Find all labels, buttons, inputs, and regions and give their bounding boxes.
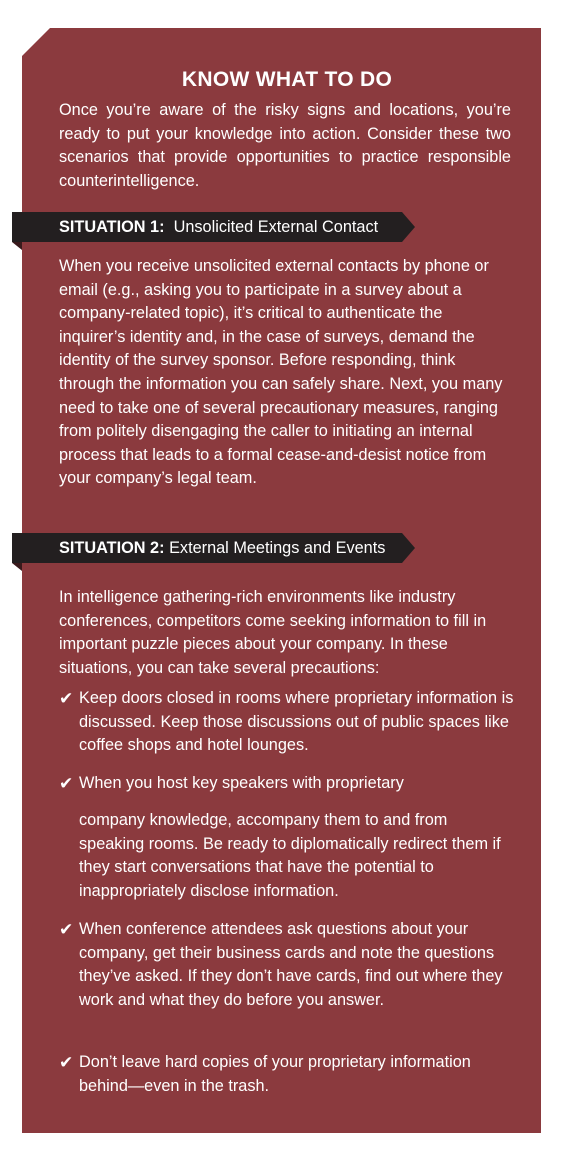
panel-title: KNOW WHAT TO DO (181, 68, 393, 91)
list-item-text: When you host key speakers with proprietary (79, 774, 404, 792)
checkmark-icon: ✔ (59, 774, 74, 793)
situation-2-body: In intelligence gathering-rich environments like industry conferences, competitors come seeking information to fill in important puzzle pieces about your company. In these situations, you can take several precautions: (59, 588, 487, 677)
situation-2-title: External Meetings and Events (169, 539, 386, 557)
list-item-continuation-text: company knowledge, accompany them to and from speaking rooms. Be ready to diplomatically redirect them if they start conversations that have the potential to inappropriately disclose information. (79, 811, 501, 900)
situation-2-label: SITUATION 2: (59, 539, 165, 557)
situation-1-title: Unsolicited External Contact (173, 218, 379, 236)
list-item-text: Keep doors closed in rooms where proprietary information is discussed. Keep those discussions out of public spaces like coffee shops and hotel lounges. (79, 689, 514, 755)
checkmark-icon: ✔ (59, 920, 74, 939)
banner-fold (12, 242, 22, 250)
checkmark-icon: ✔ (59, 689, 74, 708)
banner-fold (12, 563, 22, 571)
situation-1-heading (59, 212, 378, 242)
situation-1-label: SITUATION 1: (59, 218, 165, 236)
list-item-text: When conference attendees ask questions about your company, get their business cards and note the questions they’ve asked. If they don’t have cards, find out where they work and what they do before you answer. (79, 920, 503, 1009)
situation-1-body: When you receive unsolicited external contacts by phone or email (e.g., asking you to participate in a survey about a company-related topic), it’s critical to authenticate the inquirer’s identity and, in the case of surveys, demand the identity of the survey sponsor. Before responding, think through the information you can safely share. Next, you many need to take one of several precautionary measures, ranging from politely disengaging the caller to initiating an internal process that leads to a formal cease-and-desist notice from your company’s legal team. (59, 257, 503, 488)
list-item-text: Don’t leave hard copies of your proprietary information behind—even in the trash. (79, 1053, 471, 1095)
checkmark-icon: ✔ (59, 1053, 74, 1072)
intro-paragraph: Once you’re aware of the risky signs and locations, you’re ready to put your knowledge into action. Consider these two scenarios that provide opportunities to practice responsible counterintelligence. (59, 101, 511, 190)
situation-2-heading (59, 533, 385, 563)
